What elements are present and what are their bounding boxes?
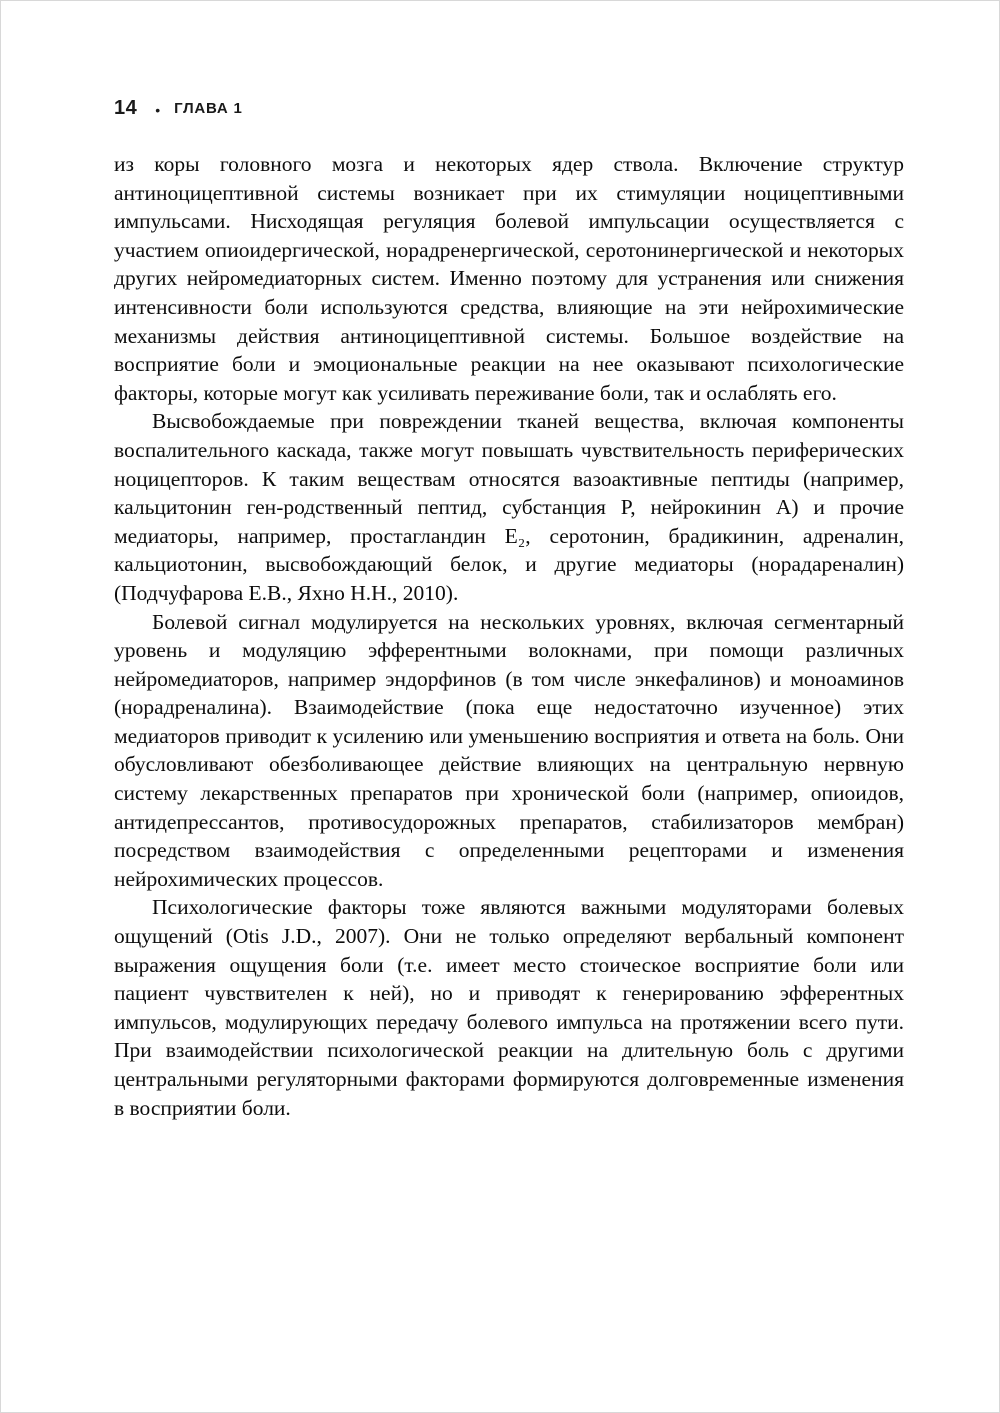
paragraph: Высвобождаемые при повреждении тканей вещества, включая компоненты воспалительного каскада, также могут повышать чувствительность периферических ноцицепторов. К таким веществам относятся вазоактивные пептиды (например, кальцитонин ген-родственный пептид, субстанция P, нейрокинин A) и прочие медиаторы, например, простагландин E₂, серотонин, брадикинин, адреналин, кальциотонин, высвобождающий белок, и другие медиаторы (норадареналин) (Подчуфарова Е.В., Яхно Н.Н., 2010). [114,409,904,605]
paragraph: Болевой сигнал модулируется на нескольких уровнях, включая сегментарный уровень и модуляцию эфферентными волокнами, при помощи различных нейромедиаторов, например эндорфинов (в том числе энкефалинов) и моноаминов (норадреналина). Взаимодействие (пока еще недостаточно изученное) этих медиаторов приводит к усилению или уменьшению восприятия и ответа на боль. Они обусловливают обезболивающее действие влияющих на центральную нервную систему лекарственных препаратов при хронической боли (например, опиоидов, антидепрессантов, противосудорожных препаратов, стабилизаторов мембран) посредством взаимодействия с определенными рецепторами и изменения нейрохимических процессов. [114,609,904,891]
chapter-title: ГЛАВА 1 [174,100,243,117]
paragraph: Психологические факторы тоже являются важными модуляторами болевых ощущений (Otis J.D., 2007). Они не только определяют вербальный компонент выражения ощущения боли (т.е. имеет место стоическое восприятие боли или пациент чувствителен к ней), но и приводят к генерированию эфферентных импульсов, модулирующих передачу болевого импульса на протяжении всего пути. При взаимодействии психологической реакции на длительную боль с другими центральными регуляторными факторами формируются долговременные изменения в восприятии боли. [114,895,904,1120]
bullet-separator: • [155,101,161,118]
page-body [114,150,904,1122]
page-number: 14 [114,97,138,119]
paragraph: из коры головного мозга и некоторых ядер ствола. Включение структур антиноцицептивной системы возникает при их стимуляции ноцицептивными импульсами. Нисходящая регуляция болевой импульсации осуществляется с участием опиоидергической, норадренергической, серотонинергической и некоторых других нейромедиаторных систем. Именно поэтому для устранения или снижения интенсивности боли используются средства, влияющие на эти нейрохимические механизмы действия антиноцицептивной системы. Большое воздействие на восприятие боли и эмоциональные реакции на нее оказывают психологические факторы, которые могут как усиливать переживание боли, так и ослаблять его. [114,152,904,405]
page-header [114,97,904,120]
